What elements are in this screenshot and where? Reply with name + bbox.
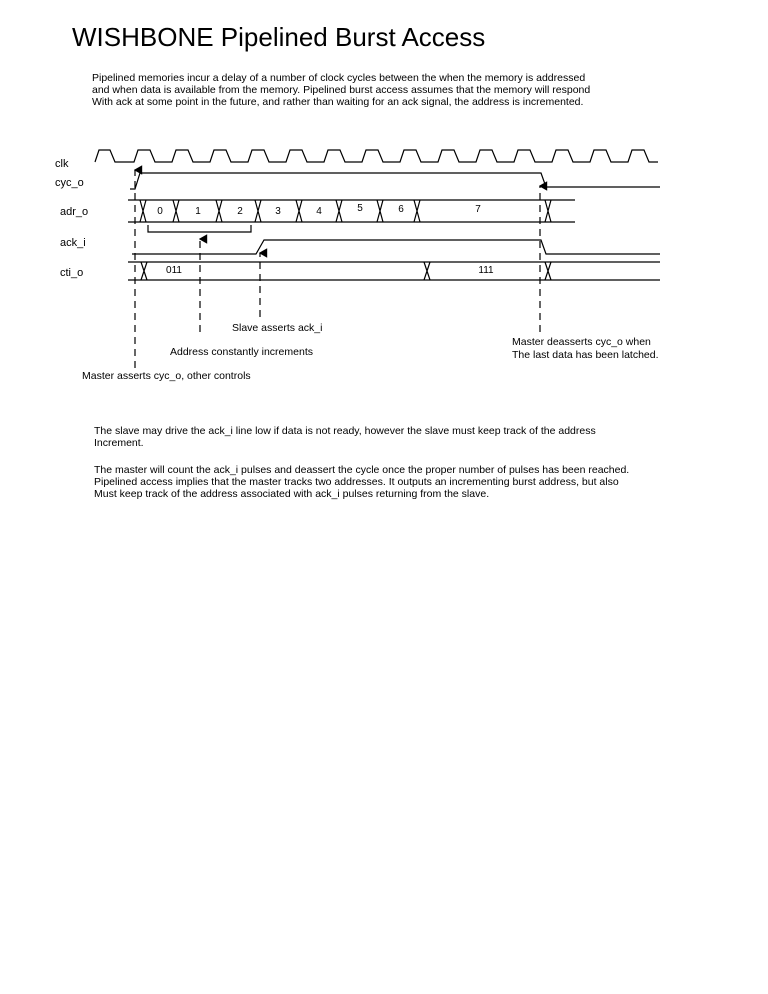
note-line: Must keep track of the address associated with ack_i pulses returning from the slave. — [94, 488, 490, 500]
adr-value: 2 — [237, 206, 243, 217]
note-line: The master will count the ack_i pulses and deassert the cycle once the proper number of pulses has been reached. — [94, 464, 630, 476]
adr-value: 3 — [275, 206, 281, 217]
cti-value: 011 — [166, 265, 182, 276]
note-paragraph-2 — [94, 464, 629, 500]
adr-value: 6 — [398, 204, 404, 215]
note-paragraph-1 — [94, 425, 596, 449]
adr-value: 5 — [357, 203, 363, 214]
signal-label-cyc: cyc_o — [55, 177, 84, 189]
annotation-address-increments: Address constantly increments — [170, 346, 313, 358]
cti-bus — [128, 262, 660, 280]
signal-label-cti: cti_o — [60, 267, 84, 279]
clk-waveform — [95, 150, 658, 162]
note-line: The slave may drive the ack_i line low if data is not ready, however the slave must keep track of the address — [94, 425, 596, 437]
adr-value: 0 — [157, 206, 163, 217]
signal-label-adr: adr_o — [60, 206, 89, 218]
note-line: Pipelined access implies that the master tracks two addresses. It outputs an incrementing burst address, but also — [94, 476, 619, 488]
intro-line: Pipelined memories incur a delay of a number of clock cycles between the when the memory is addressed — [92, 72, 586, 84]
signal-label-ack: ack_i — [60, 237, 86, 249]
annotation-master-deasserts-line1: Master deasserts cyc_o when — [512, 336, 651, 348]
address-bracket — [148, 225, 251, 232]
ack-waveform — [132, 240, 660, 254]
intro-line: and when data is available from the memory. Pipelined burst access assumes that the memory will respond — [92, 84, 591, 96]
note-line: Increment. — [94, 437, 144, 449]
page-title: WISHBONE Pipelined Burst Access — [72, 22, 486, 52]
adr-value: 7 — [475, 204, 481, 215]
intro-line: With ack at some point in the future, and rather than waiting for an ack signal, the address is incremented. — [92, 96, 584, 108]
annotation-master-deasserts-line2: The last data has been latched. — [512, 349, 659, 361]
cti-value: 111 — [478, 265, 494, 276]
adr-value: 1 — [195, 206, 201, 217]
cyc-waveform — [130, 173, 660, 189]
adr-value: 4 — [316, 206, 322, 217]
annotation-master-asserts-cyc: Master asserts cyc_o, other controls — [82, 370, 251, 382]
annotation-slave-asserts-ack: Slave asserts ack_i — [232, 322, 323, 334]
signal-label-clk: clk — [55, 158, 69, 170]
